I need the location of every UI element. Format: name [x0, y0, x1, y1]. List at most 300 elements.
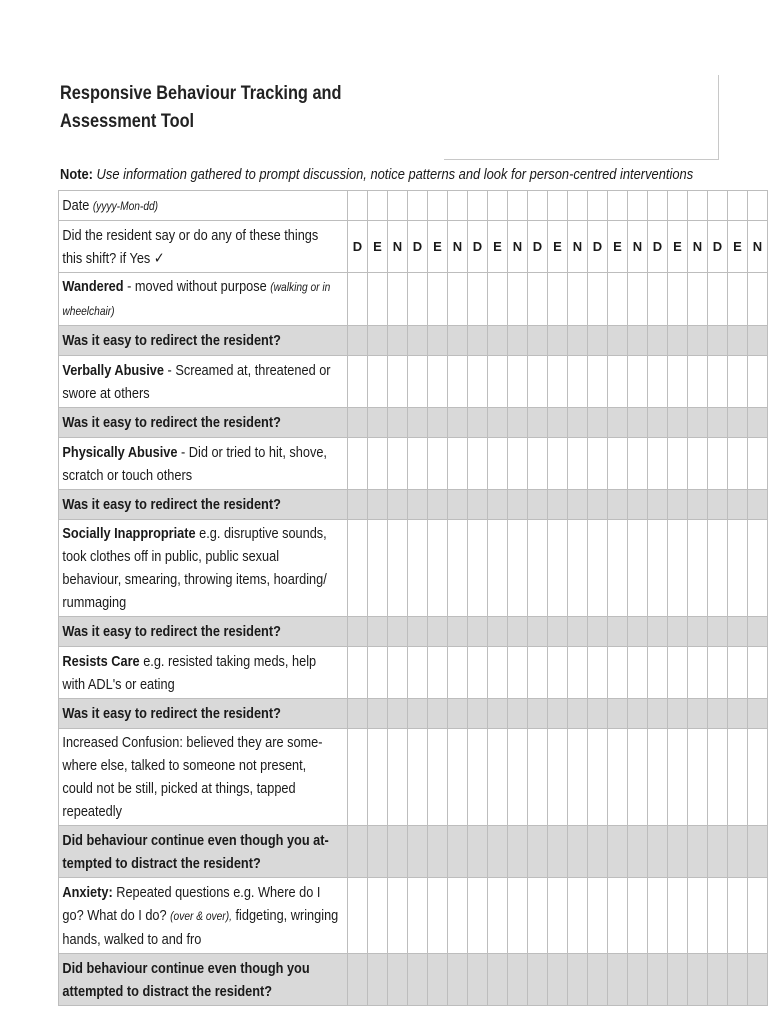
entry-cell[interactable] [488, 954, 508, 1006]
entry-cell[interactable] [668, 191, 688, 221]
entry-cell[interactable] [488, 647, 508, 699]
entry-cell[interactable] [688, 617, 708, 647]
entry-cell[interactable] [668, 878, 688, 954]
entry-cell[interactable] [668, 356, 688, 408]
entry-cell[interactable] [508, 617, 528, 647]
entry-cell[interactable] [668, 326, 688, 356]
entry-cell[interactable] [728, 191, 748, 221]
entry-cell[interactable] [708, 826, 728, 878]
entry-cell[interactable] [628, 699, 648, 729]
entry-cell[interactable] [728, 699, 748, 729]
entry-cell[interactable] [368, 647, 388, 699]
entry-cell[interactable] [688, 826, 708, 878]
entry-cell[interactable] [508, 438, 528, 490]
entry-cell[interactable] [508, 490, 528, 520]
entry-cell[interactable] [688, 326, 708, 356]
entry-cell[interactable] [428, 490, 448, 520]
entry-cell[interactable] [648, 878, 668, 954]
entry-cell[interactable] [448, 647, 468, 699]
entry-cell[interactable] [608, 520, 628, 617]
entry-cell[interactable] [408, 878, 428, 954]
entry-cell[interactable] [368, 490, 388, 520]
entry-cell[interactable] [488, 408, 508, 438]
entry-cell[interactable] [688, 438, 708, 490]
entry-cell[interactable] [348, 729, 368, 826]
entry-cell[interactable] [628, 490, 648, 520]
entry-cell[interactable] [588, 438, 608, 490]
entry-cell[interactable] [548, 954, 568, 1006]
entry-cell[interactable] [688, 356, 708, 408]
entry-cell[interactable] [748, 878, 768, 954]
entry-cell[interactable] [728, 729, 748, 826]
entry-cell[interactable] [428, 326, 448, 356]
entry-cell[interactable] [528, 356, 548, 408]
entry-cell[interactable] [468, 191, 488, 221]
entry-cell[interactable] [568, 954, 588, 1006]
entry-cell[interactable] [688, 408, 708, 438]
entry-cell[interactable] [488, 699, 508, 729]
entry-cell[interactable] [448, 878, 468, 954]
entry-cell[interactable] [388, 408, 408, 438]
entry-cell[interactable] [408, 408, 428, 438]
entry-cell[interactable] [548, 326, 568, 356]
entry-cell[interactable] [568, 438, 588, 490]
entry-cell[interactable] [528, 490, 548, 520]
entry-cell[interactable] [388, 617, 408, 647]
entry-cell[interactable] [588, 356, 608, 408]
entry-cell[interactable] [548, 647, 568, 699]
entry-cell[interactable] [708, 954, 728, 1006]
entry-cell[interactable] [648, 520, 668, 617]
entry-cell[interactable] [568, 729, 588, 826]
entry-cell[interactable] [448, 826, 468, 878]
entry-cell[interactable] [428, 408, 448, 438]
entry-cell[interactable] [668, 826, 688, 878]
entry-cell[interactable] [388, 520, 408, 617]
entry-cell[interactable] [488, 520, 508, 617]
entry-cell[interactable] [388, 729, 408, 826]
entry-cell[interactable] [528, 617, 548, 647]
entry-cell[interactable] [348, 878, 368, 954]
entry-cell[interactable] [488, 617, 508, 647]
entry-cell[interactable] [488, 878, 508, 954]
entry-cell[interactable] [748, 954, 768, 1006]
entry-cell[interactable] [588, 273, 608, 326]
entry-cell[interactable] [448, 954, 468, 1006]
entry-cell[interactable] [488, 191, 508, 221]
entry-cell[interactable] [548, 273, 568, 326]
entry-cell[interactable] [348, 326, 368, 356]
entry-cell[interactable] [428, 191, 448, 221]
entry-cell[interactable] [448, 699, 468, 729]
entry-cell[interactable] [708, 490, 728, 520]
entry-cell[interactable] [588, 520, 608, 617]
entry-cell[interactable] [648, 617, 668, 647]
entry-cell[interactable] [508, 954, 528, 1006]
entry-cell[interactable] [728, 408, 748, 438]
entry-cell[interactable] [628, 729, 648, 826]
entry-cell[interactable] [648, 191, 668, 221]
entry-cell[interactable] [628, 356, 648, 408]
entry-cell[interactable] [748, 647, 768, 699]
entry-cell[interactable] [708, 326, 728, 356]
entry-cell[interactable] [408, 647, 428, 699]
entry-cell[interactable] [628, 191, 648, 221]
entry-cell[interactable] [728, 326, 748, 356]
entry-cell[interactable] [448, 438, 468, 490]
entry-cell[interactable] [688, 729, 708, 826]
entry-cell[interactable] [428, 729, 448, 826]
entry-cell[interactable] [608, 356, 628, 408]
entry-cell[interactable] [708, 438, 728, 490]
entry-cell[interactable] [548, 490, 568, 520]
entry-cell[interactable] [428, 699, 448, 729]
entry-cell[interactable] [468, 326, 488, 356]
entry-cell[interactable] [488, 326, 508, 356]
entry-cell[interactable] [548, 729, 568, 826]
entry-cell[interactable] [468, 273, 488, 326]
entry-cell[interactable] [728, 273, 748, 326]
entry-cell[interactable] [508, 647, 528, 699]
entry-cell[interactable] [568, 826, 588, 878]
entry-cell[interactable] [348, 191, 368, 221]
entry-cell[interactable] [548, 438, 568, 490]
entry-cell[interactable] [508, 826, 528, 878]
entry-cell[interactable] [548, 826, 568, 878]
entry-cell[interactable] [568, 647, 588, 699]
entry-cell[interactable] [448, 326, 468, 356]
entry-cell[interactable] [408, 326, 428, 356]
entry-cell[interactable] [568, 356, 588, 408]
entry-cell[interactable] [708, 408, 728, 438]
entry-cell[interactable] [568, 617, 588, 647]
entry-cell[interactable] [648, 729, 668, 826]
entry-cell[interactable] [588, 326, 608, 356]
entry-cell[interactable] [668, 520, 688, 617]
entry-cell[interactable] [588, 191, 608, 221]
entry-cell[interactable] [548, 520, 568, 617]
entry-cell[interactable] [348, 408, 368, 438]
entry-cell[interactable] [688, 490, 708, 520]
entry-cell[interactable] [448, 729, 468, 826]
entry-cell[interactable] [628, 273, 648, 326]
entry-cell[interactable] [728, 826, 748, 878]
entry-cell[interactable] [428, 520, 448, 617]
entry-cell[interactable] [348, 520, 368, 617]
entry-cell[interactable] [368, 954, 388, 1006]
entry-cell[interactable] [588, 490, 608, 520]
entry-cell[interactable] [608, 191, 628, 221]
entry-cell[interactable] [408, 490, 428, 520]
entry-cell[interactable] [688, 191, 708, 221]
entry-cell[interactable] [428, 826, 448, 878]
entry-cell[interactable] [748, 520, 768, 617]
entry-cell[interactable] [688, 647, 708, 699]
entry-cell[interactable] [368, 617, 388, 647]
entry-cell[interactable] [528, 826, 548, 878]
entry-cell[interactable] [348, 647, 368, 699]
entry-cell[interactable] [648, 826, 668, 878]
entry-cell[interactable] [648, 699, 668, 729]
entry-cell[interactable] [388, 647, 408, 699]
entry-cell[interactable] [728, 520, 748, 617]
entry-cell[interactable] [528, 878, 548, 954]
entry-cell[interactable] [468, 490, 488, 520]
entry-cell[interactable] [608, 729, 628, 826]
entry-cell[interactable] [348, 356, 368, 408]
entry-cell[interactable] [748, 699, 768, 729]
entry-cell[interactable] [588, 617, 608, 647]
entry-cell[interactable] [368, 356, 388, 408]
entry-cell[interactable] [548, 699, 568, 729]
entry-cell[interactable] [708, 729, 728, 826]
entry-cell[interactable] [428, 356, 448, 408]
entry-cell[interactable] [348, 826, 368, 878]
entry-cell[interactable] [748, 356, 768, 408]
entry-cell[interactable] [408, 520, 428, 617]
entry-cell[interactable] [488, 490, 508, 520]
entry-cell[interactable] [608, 826, 628, 878]
entry-cell[interactable] [468, 408, 488, 438]
entry-cell[interactable] [508, 326, 528, 356]
entry-cell[interactable] [348, 490, 368, 520]
entry-cell[interactable] [748, 326, 768, 356]
entry-cell[interactable] [488, 438, 508, 490]
entry-cell[interactable] [508, 729, 528, 826]
entry-cell[interactable] [348, 617, 368, 647]
entry-cell[interactable] [648, 647, 668, 699]
entry-cell[interactable] [448, 408, 468, 438]
entry-cell[interactable] [608, 699, 628, 729]
entry-cell[interactable] [688, 520, 708, 617]
entry-cell[interactable] [408, 954, 428, 1006]
entry-cell[interactable] [588, 826, 608, 878]
entry-cell[interactable] [428, 878, 448, 954]
entry-cell[interactable] [508, 878, 528, 954]
entry-cell[interactable] [468, 356, 488, 408]
entry-cell[interactable] [408, 191, 428, 221]
entry-cell[interactable] [668, 647, 688, 699]
entry-cell[interactable] [668, 954, 688, 1006]
entry-cell[interactable] [728, 490, 748, 520]
entry-cell[interactable] [748, 408, 768, 438]
entry-cell[interactable] [388, 699, 408, 729]
entry-cell[interactable] [668, 699, 688, 729]
entry-cell[interactable] [648, 954, 668, 1006]
entry-cell[interactable] [508, 356, 528, 408]
entry-cell[interactable] [668, 273, 688, 326]
entry-cell[interactable] [588, 954, 608, 1006]
entry-cell[interactable] [688, 878, 708, 954]
entry-cell[interactable] [428, 617, 448, 647]
entry-cell[interactable] [388, 878, 408, 954]
entry-cell[interactable] [388, 954, 408, 1006]
entry-cell[interactable] [708, 617, 728, 647]
entry-cell[interactable] [708, 699, 728, 729]
entry-cell[interactable] [368, 438, 388, 490]
entry-cell[interactable] [368, 408, 388, 438]
entry-cell[interactable] [348, 954, 368, 1006]
entry-cell[interactable] [408, 617, 428, 647]
entry-cell[interactable] [528, 954, 548, 1006]
entry-cell[interactable] [348, 273, 368, 326]
entry-cell[interactable] [368, 520, 388, 617]
entry-cell[interactable] [568, 273, 588, 326]
entry-cell[interactable] [748, 273, 768, 326]
entry-cell[interactable] [608, 617, 628, 647]
entry-cell[interactable] [528, 191, 548, 221]
entry-cell[interactable] [668, 490, 688, 520]
entry-cell[interactable] [368, 273, 388, 326]
entry-cell[interactable] [548, 617, 568, 647]
entry-cell[interactable] [408, 356, 428, 408]
entry-cell[interactable] [608, 490, 628, 520]
entry-cell[interactable] [668, 729, 688, 826]
entry-cell[interactable] [468, 954, 488, 1006]
entry-cell[interactable] [468, 438, 488, 490]
entry-cell[interactable] [508, 699, 528, 729]
entry-cell[interactable] [628, 647, 648, 699]
entry-cell[interactable] [488, 356, 508, 408]
entry-cell[interactable] [628, 826, 648, 878]
entry-cell[interactable] [388, 490, 408, 520]
entry-cell[interactable] [648, 490, 668, 520]
entry-cell[interactable] [608, 408, 628, 438]
entry-cell[interactable] [388, 826, 408, 878]
entry-cell[interactable] [668, 438, 688, 490]
entry-cell[interactable] [368, 191, 388, 221]
entry-cell[interactable] [488, 826, 508, 878]
entry-cell[interactable] [608, 647, 628, 699]
entry-cell[interactable] [648, 408, 668, 438]
entry-cell[interactable] [528, 699, 548, 729]
entry-cell[interactable] [688, 954, 708, 1006]
entry-cell[interactable] [508, 273, 528, 326]
entry-cell[interactable] [388, 438, 408, 490]
entry-cell[interactable] [528, 326, 548, 356]
entry-cell[interactable] [588, 878, 608, 954]
entry-cell[interactable] [628, 878, 648, 954]
entry-cell[interactable] [488, 729, 508, 826]
entry-cell[interactable] [748, 729, 768, 826]
entry-cell[interactable] [428, 438, 448, 490]
entry-cell[interactable] [428, 647, 448, 699]
entry-cell[interactable] [468, 617, 488, 647]
entry-cell[interactable] [448, 273, 468, 326]
entry-cell[interactable] [608, 438, 628, 490]
entry-cell[interactable] [448, 617, 468, 647]
entry-cell[interactable] [728, 617, 748, 647]
entry-cell[interactable] [528, 647, 548, 699]
entry-cell[interactable] [568, 191, 588, 221]
entry-cell[interactable] [588, 729, 608, 826]
entry-cell[interactable] [708, 520, 728, 617]
entry-cell[interactable] [408, 438, 428, 490]
entry-cell[interactable] [468, 878, 488, 954]
entry-cell[interactable] [728, 356, 748, 408]
entry-cell[interactable] [648, 326, 668, 356]
entry-cell[interactable] [568, 408, 588, 438]
entry-cell[interactable] [628, 408, 648, 438]
entry-cell[interactable] [388, 356, 408, 408]
entry-cell[interactable] [628, 326, 648, 356]
entry-cell[interactable] [408, 729, 428, 826]
entry-cell[interactable] [568, 520, 588, 617]
entry-cell[interactable] [368, 699, 388, 729]
entry-cell[interactable] [448, 356, 468, 408]
entry-cell[interactable] [548, 878, 568, 954]
entry-cell[interactable] [728, 878, 748, 954]
entry-cell[interactable] [548, 356, 568, 408]
entry-cell[interactable] [388, 273, 408, 326]
entry-cell[interactable] [408, 826, 428, 878]
entry-cell[interactable] [568, 699, 588, 729]
entry-cell[interactable] [608, 273, 628, 326]
entry-cell[interactable] [628, 617, 648, 647]
entry-cell[interactable] [568, 490, 588, 520]
entry-cell[interactable] [448, 191, 468, 221]
entry-cell[interactable] [708, 647, 728, 699]
entry-cell[interactable] [528, 438, 548, 490]
entry-cell[interactable] [428, 273, 448, 326]
entry-cell[interactable] [628, 438, 648, 490]
entry-cell[interactable] [628, 520, 648, 617]
entry-cell[interactable] [468, 520, 488, 617]
entry-cell[interactable] [468, 729, 488, 826]
entry-cell[interactable] [608, 878, 628, 954]
entry-cell[interactable] [388, 191, 408, 221]
entry-cell[interactable] [748, 191, 768, 221]
entry-cell[interactable] [408, 273, 428, 326]
entry-cell[interactable] [748, 490, 768, 520]
entry-cell[interactable] [728, 438, 748, 490]
entry-cell[interactable] [408, 699, 428, 729]
entry-cell[interactable] [668, 617, 688, 647]
entry-cell[interactable] [348, 438, 368, 490]
entry-cell[interactable] [468, 647, 488, 699]
entry-cell[interactable] [508, 520, 528, 617]
entry-cell[interactable] [368, 878, 388, 954]
entry-cell[interactable] [668, 408, 688, 438]
entry-cell[interactable] [688, 273, 708, 326]
entry-cell[interactable] [508, 191, 528, 221]
entry-cell[interactable] [588, 647, 608, 699]
entry-cell[interactable] [528, 520, 548, 617]
entry-cell[interactable] [708, 356, 728, 408]
entry-cell[interactable] [488, 273, 508, 326]
entry-cell[interactable] [508, 408, 528, 438]
entry-cell[interactable] [468, 699, 488, 729]
entry-cell[interactable] [368, 729, 388, 826]
entry-cell[interactable] [608, 326, 628, 356]
entry-cell[interactable] [548, 408, 568, 438]
entry-cell[interactable] [368, 826, 388, 878]
entry-cell[interactable] [708, 878, 728, 954]
entry-cell[interactable] [688, 699, 708, 729]
entry-cell[interactable] [528, 273, 548, 326]
entry-cell[interactable] [648, 438, 668, 490]
entry-cell[interactable] [548, 191, 568, 221]
entry-cell[interactable] [608, 954, 628, 1006]
entry-cell[interactable] [448, 520, 468, 617]
entry-cell[interactable] [468, 826, 488, 878]
entry-cell[interactable] [588, 699, 608, 729]
entry-cell[interactable] [648, 273, 668, 326]
entry-cell[interactable] [528, 408, 548, 438]
entry-cell[interactable] [728, 647, 748, 699]
entry-cell[interactable] [568, 326, 588, 356]
entry-cell[interactable] [748, 617, 768, 647]
